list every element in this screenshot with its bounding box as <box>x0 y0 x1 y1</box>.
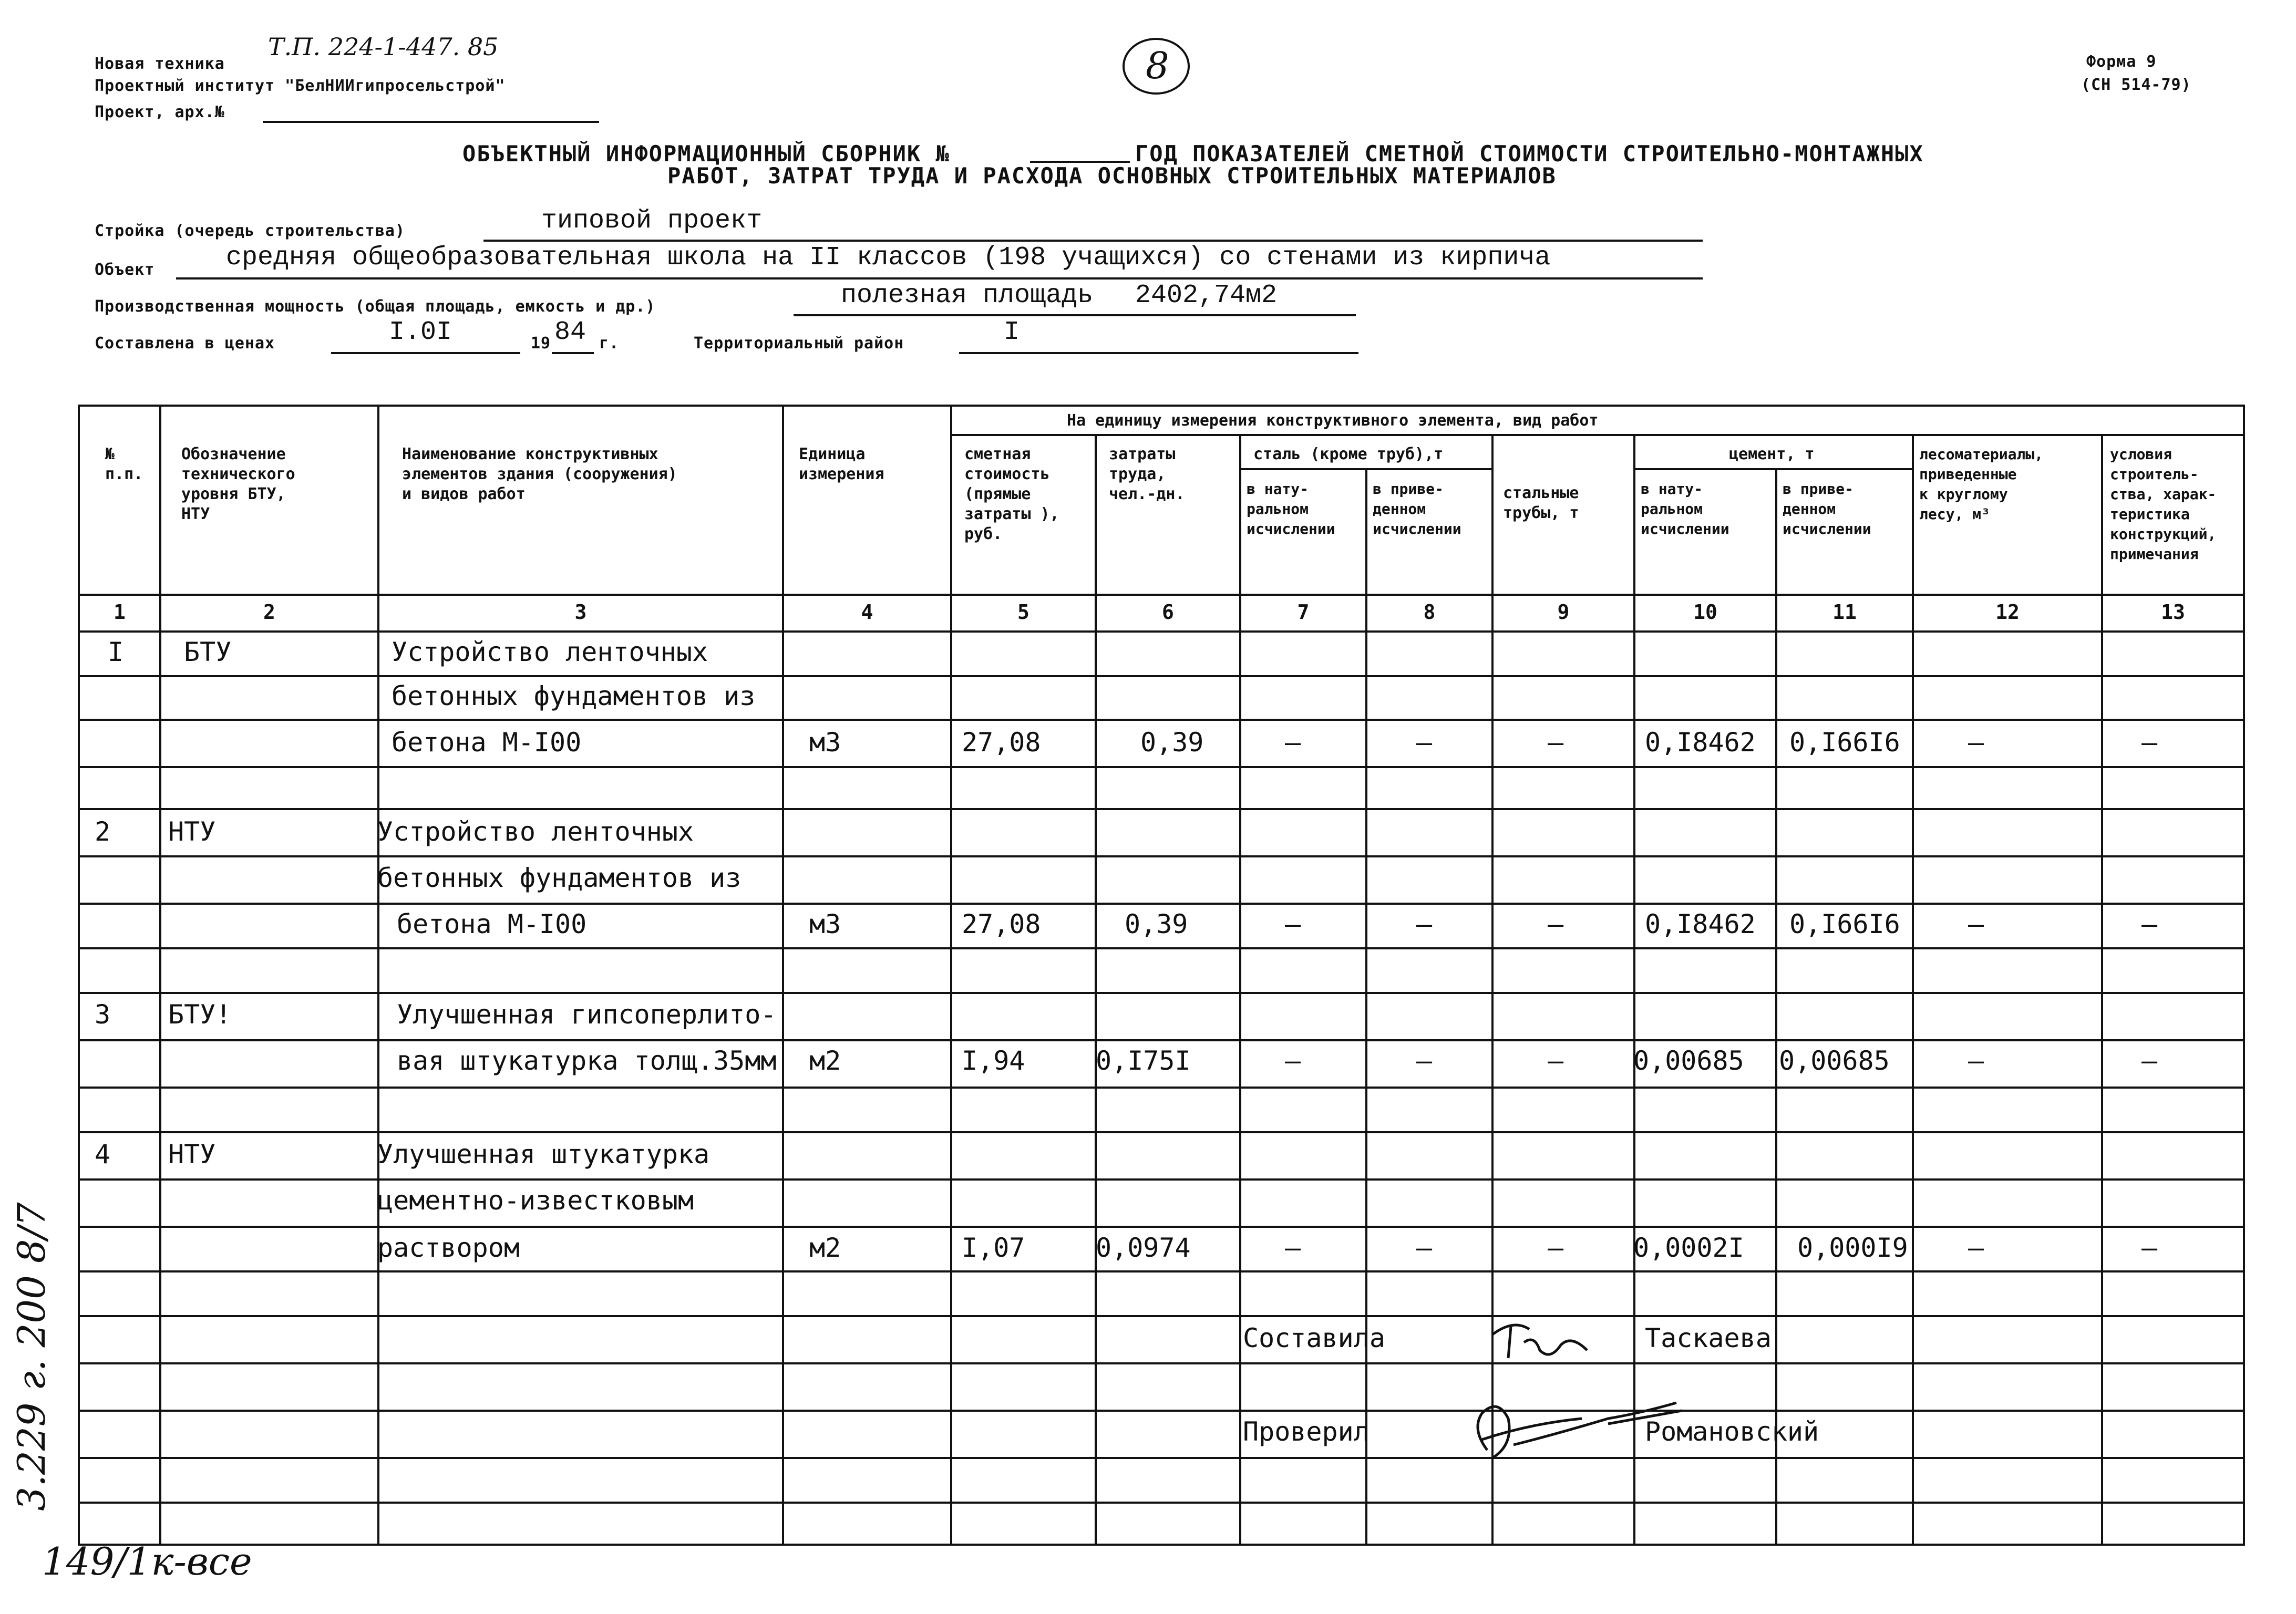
prices-value: I.0I <box>389 317 452 347</box>
year-suffix: г. <box>599 334 620 353</box>
header-col-13: условия строитель- ства, харак- теристика конструкций, примечания <box>2110 446 2217 563</box>
row2-name-line2: бетонных фундаментов из <box>377 863 742 893</box>
col-number: 1 <box>114 601 126 624</box>
row1-name-line1: Устройство ленточных <box>392 637 708 667</box>
row1-wood: – <box>1968 727 1984 758</box>
row2-level: НТУ <box>168 816 216 847</box>
row3-labor: 0,I75I <box>1096 1046 1191 1076</box>
row1-cement-red: 0,I66I6 <box>1789 727 1900 758</box>
row2-cement-nat: 0,I8462 <box>1645 909 1756 939</box>
row4-notes: – <box>2141 1233 2158 1263</box>
row4-cement-red: 0,000I9 <box>1797 1233 1908 1263</box>
compiled-label: Составила <box>1243 1323 1385 1353</box>
header-col-5: сметная стоимость (прямые затраты ), руб. <box>964 445 1059 543</box>
row2-cement-red: 0,I66I6 <box>1789 909 1900 939</box>
row2-cost: 27,08 <box>962 909 1041 939</box>
row3-wood: – <box>1968 1046 1984 1076</box>
capacity-label: Производственная мощность (общая площадь, емкость и др.) <box>95 297 656 316</box>
novaya-tekhnika-label: Новая техника <box>95 55 225 73</box>
title-line1-right: ГОД ПОКАЗАТЕЛЕЙ СМЕТНОЙ СТОИМОСТИ СТРОИТЕЛЬНО-МОНТАЖНЫХ <box>1135 141 1924 167</box>
header-col-11: в приве- денном исчислении <box>1783 480 1871 537</box>
row3-number: 3 <box>95 999 111 1030</box>
row4-name-line1: Улучшенная штукатурка <box>377 1139 710 1170</box>
row4-name-line3: раствором <box>377 1233 520 1263</box>
row2-name-line3: бетона М-I00 <box>397 909 587 939</box>
row2-wood: – <box>1968 909 1984 939</box>
checked-name: Романовский <box>1645 1416 1819 1447</box>
col-number: 5 <box>1017 601 1029 624</box>
row3-name-line1: Улучшенная гипсоперлито- <box>397 999 777 1030</box>
project-code: Т.П. 224-1-447. 85 <box>268 33 499 61</box>
row4-labor: 0,0974 <box>1096 1233 1191 1263</box>
col-number: 11 <box>1832 601 1857 624</box>
title-line1-left: ОБЪЕКТНЫЙ ИНФОРМАЦИОННЫЙ СБОРНИК № <box>462 141 950 167</box>
object-value: средняя общеобразовательная школа на II классов (198 учащихся) со стенами из кирпича <box>226 243 1551 273</box>
page-number: 8 <box>1146 44 1169 87</box>
row2-steel-nat: – <box>1285 909 1301 939</box>
header-col-10: в нату- ральном исчислении <box>1641 480 1729 537</box>
row2-pipes: – <box>1548 909 1564 939</box>
row2-number: 2 <box>95 816 111 847</box>
header-col-6: затраты труда, чел.-дн. <box>1109 445 1185 503</box>
title-line2: РАБОТ, ЗАТРАТ ТРУДА И РАСХОДА ОСНОВНЫХ СТРОИТЕЛЬНЫХ МАТЕРИАЛОВ <box>667 163 1557 189</box>
row3-cement-red: 0,00685 <box>1779 1046 1890 1076</box>
signature-compiled <box>1482 1313 1603 1371</box>
col-number: 4 <box>861 601 873 624</box>
row1-steel-red: – <box>1416 727 1433 758</box>
stroika-value: типовой проект <box>541 206 763 236</box>
row1-pipes: – <box>1548 727 1564 758</box>
row1-labor: 0,39 <box>1140 727 1204 758</box>
col-number: 8 <box>1423 601 1436 624</box>
col-number: 9 <box>1557 601 1570 624</box>
row2-unit: м3 <box>809 909 841 939</box>
row4-wood: – <box>1968 1233 1984 1263</box>
row2-notes: – <box>2141 909 2158 939</box>
col-number: 12 <box>1995 601 2020 624</box>
group-header: На единицу измерения конструктивного элемента, вид работ <box>1067 411 1599 430</box>
capacity-value: полезная площадь <box>841 281 1094 311</box>
side-handwritten-note: 3.229 г. 200 8/7 <box>9 1202 54 1511</box>
signature-checked <box>1450 1387 1692 1471</box>
header-cement: цемент, т <box>1729 445 1815 463</box>
header-col-12: лесоматериалы, приведенные к круглому лесу, м³ <box>1919 446 2044 523</box>
row4-steel-nat: – <box>1285 1233 1301 1263</box>
capacity-number: 2402,74м2 <box>1135 281 1278 311</box>
row3-unit: м2 <box>809 1046 841 1076</box>
row4-steel-red: – <box>1416 1233 1433 1263</box>
row4-cement-nat: 0,0002I <box>1633 1233 1744 1263</box>
row4-pipes: – <box>1548 1233 1564 1263</box>
compiled-name: Таскаева <box>1645 1323 1772 1353</box>
row1-name-line3: бетона М-I00 <box>392 727 582 758</box>
col-number: 6 <box>1162 601 1174 624</box>
district-label: Территориальный район <box>694 334 904 353</box>
form-code: (СН 514-79) <box>2081 76 2191 94</box>
row1-notes: – <box>2141 727 2158 758</box>
district-value: I <box>1004 317 1020 347</box>
col-number: 10 <box>1693 601 1717 624</box>
prices-label: Составлена в ценах <box>95 334 275 353</box>
year-prefix: 19 <box>531 334 551 353</box>
row1-level: БТУ <box>184 637 232 667</box>
row1-cement-nat: 0,I8462 <box>1645 727 1756 758</box>
row2-labor: 0,39 <box>1125 909 1188 939</box>
row1-name-line2: бетонных фундаментов из <box>392 681 756 711</box>
col-number: 3 <box>574 601 587 624</box>
row3-notes: – <box>2141 1046 2158 1076</box>
object-label: Объект <box>95 261 155 279</box>
header-col-3: Наименование конструктивных элементов здания (сооружения) и видов работ <box>402 445 677 503</box>
row1-unit: м3 <box>809 727 841 758</box>
header-col-1: № п.п. <box>105 445 143 483</box>
col-number: 2 <box>263 601 275 624</box>
header-col-8: в приве- денном исчислении <box>1373 480 1461 537</box>
row1-cost: 27,08 <box>962 727 1041 758</box>
header-col-7: в нату- ральном исчислении <box>1247 480 1335 537</box>
checked-label: Проверил <box>1243 1416 1370 1447</box>
row3-level: БТУ! <box>168 999 232 1030</box>
row3-steel-nat: – <box>1285 1046 1301 1076</box>
project-arch-label: Проект, арх.№ <box>95 103 225 121</box>
row4-unit: м2 <box>809 1233 841 1263</box>
row4-level: НТУ <box>168 1139 216 1170</box>
row3-pipes: – <box>1548 1046 1564 1076</box>
row2-steel-red: – <box>1416 909 1433 939</box>
stroika-label: Стройка (очередь строительства) <box>95 222 405 240</box>
row1-number: I <box>108 637 124 667</box>
row4-number: 4 <box>95 1139 111 1170</box>
row4-cost: I,07 <box>962 1233 1025 1263</box>
row3-name-line2: вая штукатурка толщ.35мм <box>397 1046 777 1076</box>
row4-name-line2: цементно-известковым <box>377 1185 694 1216</box>
form-label: Форма 9 <box>2086 53 2157 71</box>
row1-steel-nat: – <box>1285 727 1301 758</box>
col-number: 13 <box>2161 601 2185 624</box>
year-value: 84 <box>554 317 586 347</box>
row3-steel-red: – <box>1416 1046 1433 1076</box>
header-col-9: стальные трубы, т <box>1503 484 1579 522</box>
institute-label: Проектный институт "БелНИИгипросельстрой" <box>95 77 506 95</box>
header-col-4: Единица измерения <box>799 445 884 483</box>
bottom-handwritten-note: 149/1к-все <box>42 1539 252 1584</box>
header-steel: сталь (кроме труб),т <box>1253 445 1444 463</box>
col-number: 7 <box>1297 601 1310 624</box>
row3-cost: I,94 <box>962 1046 1025 1076</box>
row2-name-line1: Устройство ленточных <box>377 816 694 847</box>
header-col-2: Обозначение технического уровня БТУ, НТУ <box>181 445 295 523</box>
row3-cement-nat: 0,00685 <box>1633 1046 1744 1076</box>
